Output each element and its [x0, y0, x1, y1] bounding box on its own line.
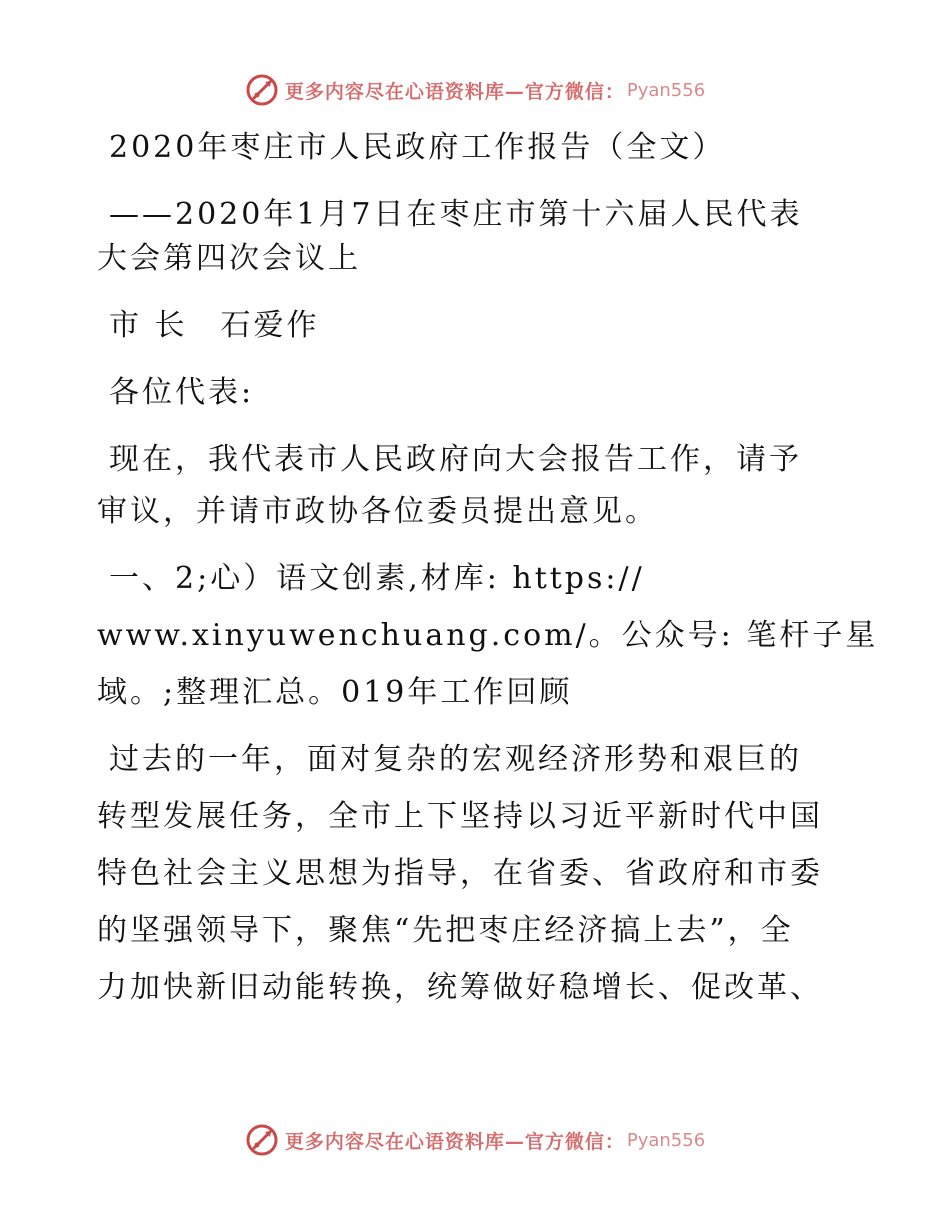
paragraph-line: 的坚强领导下，聚焦“先把枣庄经济搞上去”，全: [97, 913, 794, 948]
section-heading-line-3: 域。;整理汇总。019年工作回顾: [97, 675, 573, 710]
document-subtitle-line-1: ——2020年1月7日在枣庄市第十六届人民代表: [109, 197, 803, 232]
section-heading-line-2: www.xinyuwenchuang.com/。公众号: 笔杆子星: [97, 618, 879, 653]
intro-line-2: 审议，并请市政协各位委员提出意见。: [97, 494, 658, 529]
header-watermark-banner: [0, 68, 950, 112]
banner-text: 更多内容尽在心语资料库—官方微信：: [284, 1130, 625, 1153]
intro-line-1: 现在，我代表市人民政府向大会报告工作，请予: [109, 442, 802, 477]
document-title: 2020年枣庄市人民政府工作报告（全文）: [109, 130, 726, 165]
quill-seal-icon: [245, 1123, 279, 1157]
paragraph-line: 转型发展任务，全市上下坚持以习近平新时代中国: [97, 799, 823, 834]
paragraph-line: 特色社会主义思想为指导，在省委、省政府和市委: [97, 856, 823, 891]
paragraph-line: 力加快新旧动能转换，统筹做好稳增长、促改革、: [97, 970, 823, 1005]
paragraph-line: 过去的一年，面对复杂的宏观经济形势和艰巨的: [109, 742, 802, 777]
banner-wechat-id: Pyan556: [626, 1129, 706, 1151]
document-subtitle-line-2: 大会第四次会议上: [97, 241, 361, 276]
section-heading-line-1: 一、2;心）语文创素,材库: https://: [109, 561, 645, 596]
quill-seal-icon: [245, 73, 279, 107]
banner-wechat-id: Pyan556: [626, 79, 706, 101]
document-body: [97, 126, 879, 1010]
salutation: 各位代表:: [109, 375, 255, 410]
banner-text: 更多内容尽在心语资料库—官方微信：: [284, 80, 625, 103]
speaker-line: 市 长 石爱作: [109, 308, 320, 343]
footer-watermark-banner: [0, 1118, 950, 1162]
